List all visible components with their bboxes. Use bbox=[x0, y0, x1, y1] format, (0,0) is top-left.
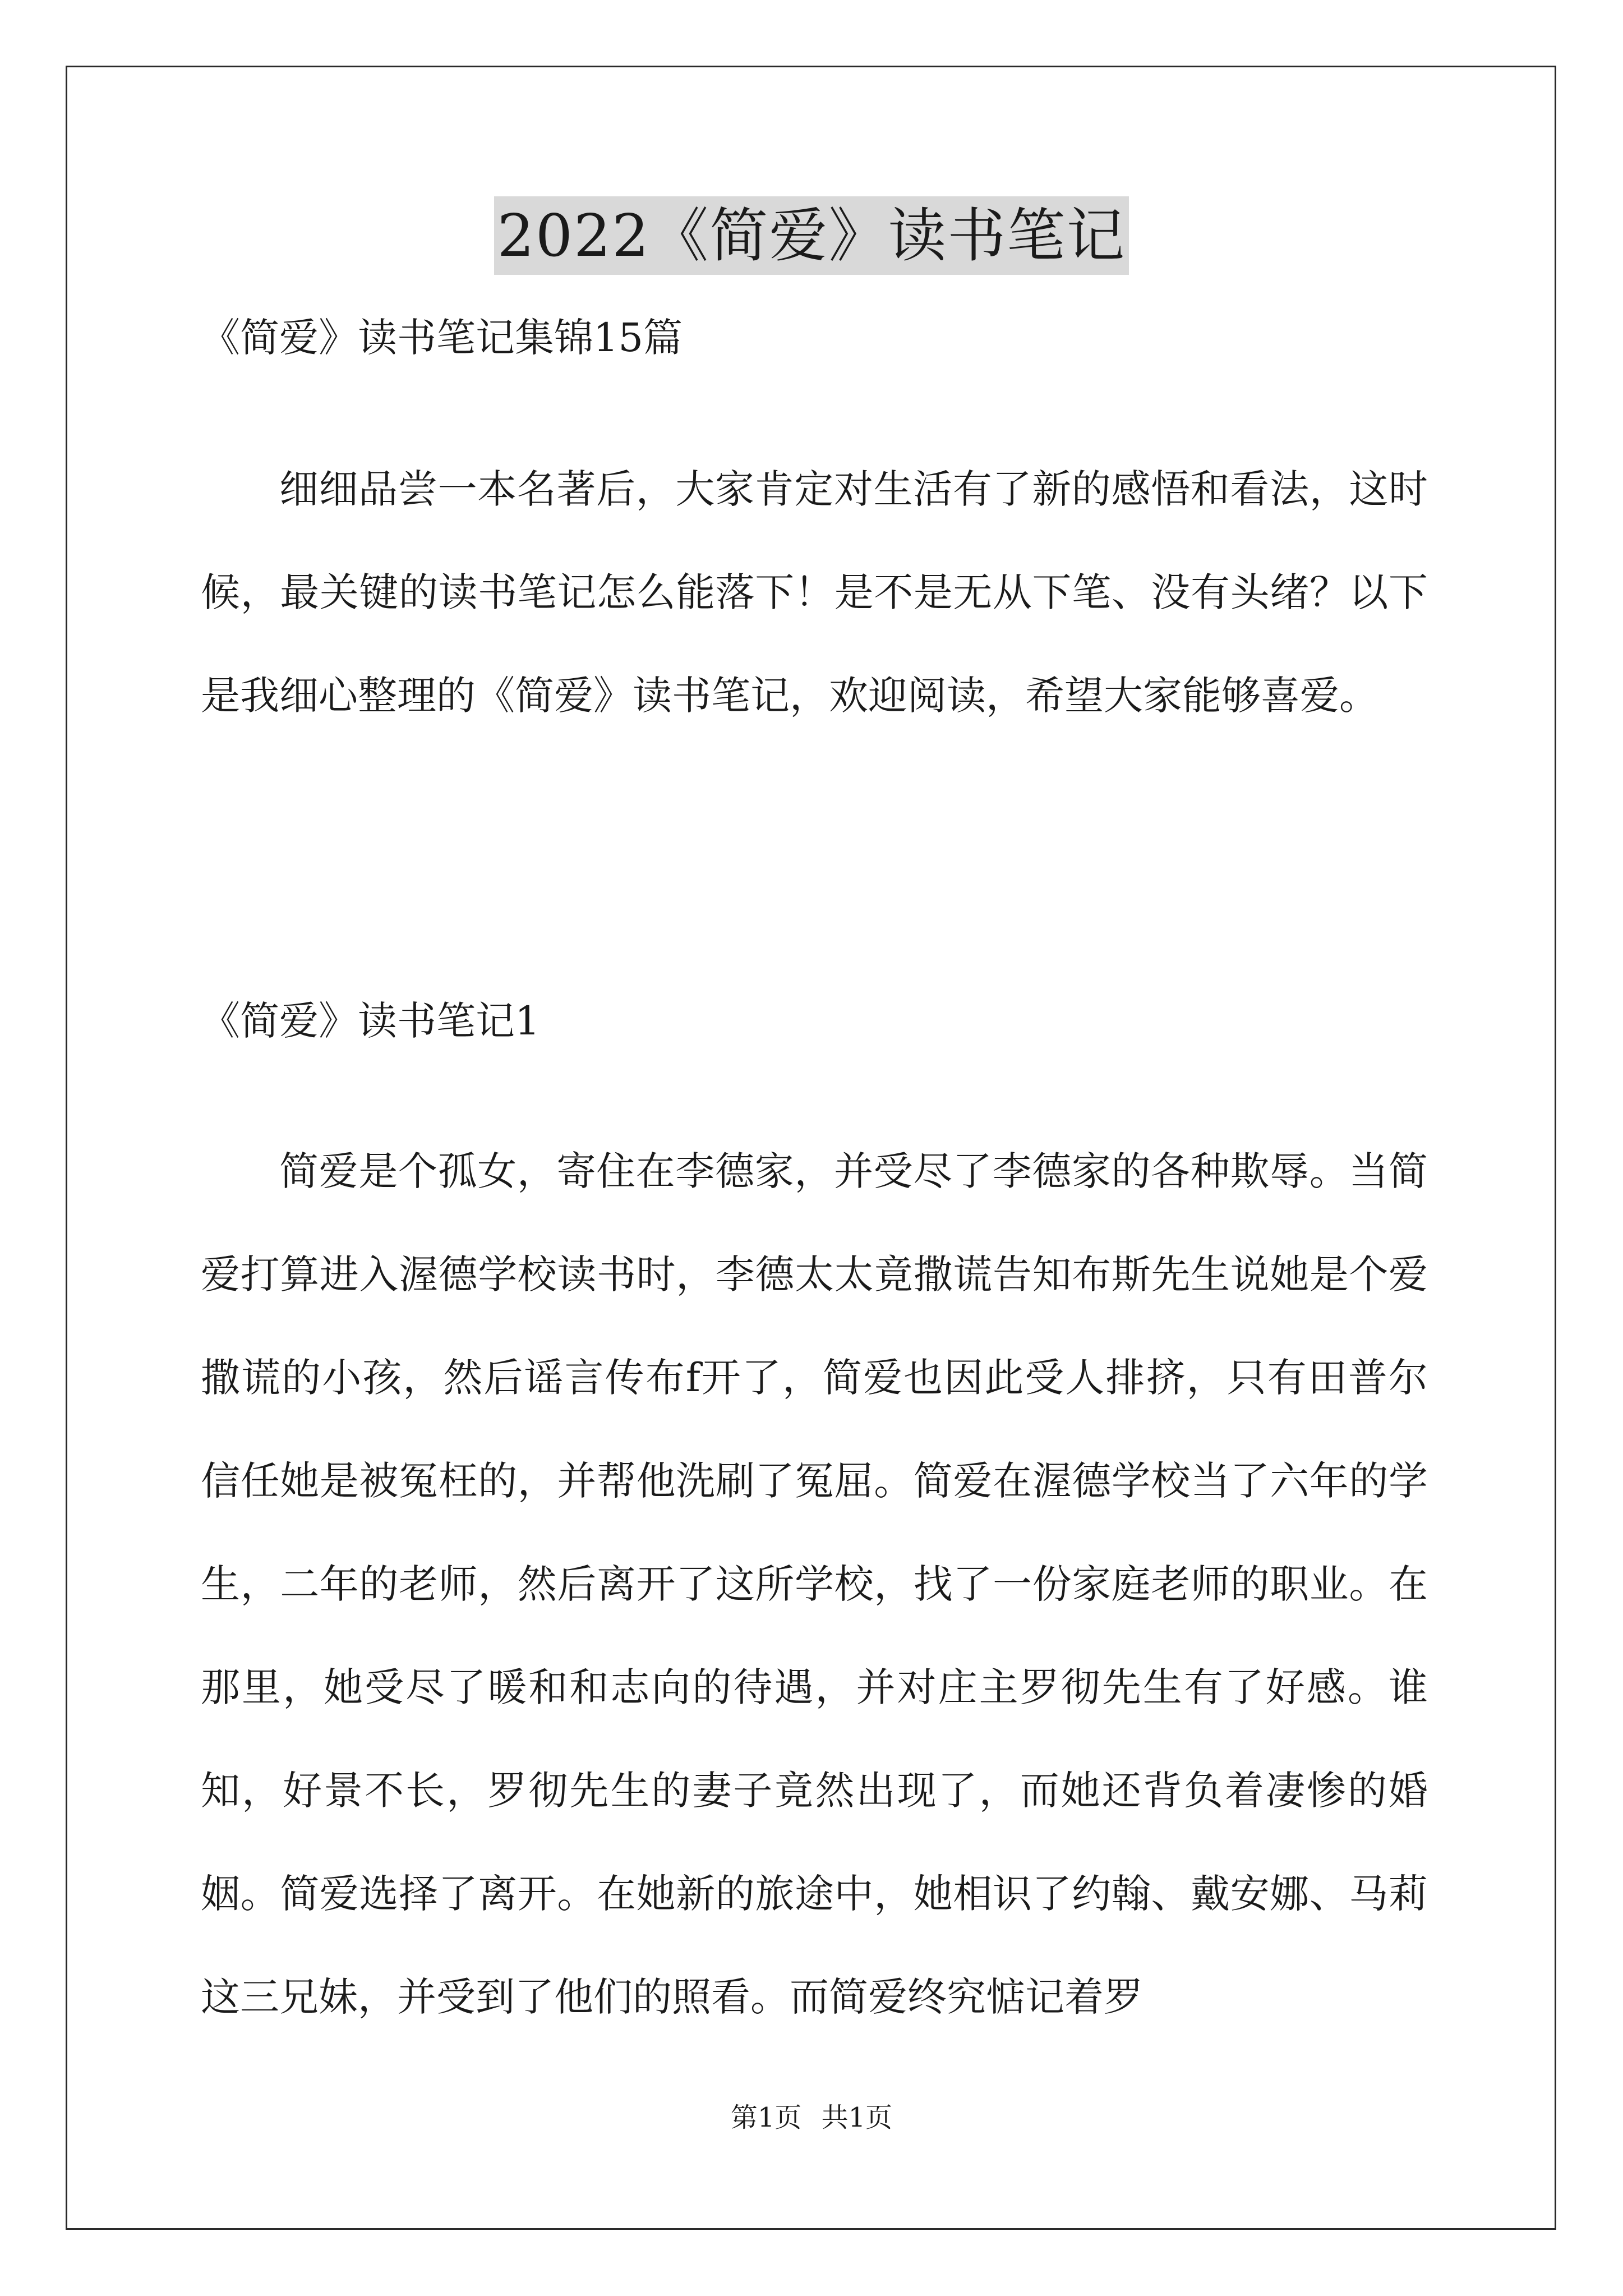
section-body-paragraph: 简爱是个孤女，寄住在李德家，并受尽了李德家的各种欺辱。当简爱打算进入渥德学校读书时，李德太太竟撒谎告知布斯先生说她是个爱撒谎的小孩，然后谣言传布f开了，简爱也因此受人排挤，只有田普尔信任她是被冤枉的，并帮他洗刷了冤屈。简爱在渥德学校当了六年的学生，二年的老师，然后离开了这所学校，找了一份家庭老师的职业。在那里，她受尽了暖和和志向的待遇，并对庄主罗彻先生有了好感。谁知，好景不长，罗彻先生的妻子竟然出现了，而她还背负着凄惨的婚姻。简爱选择了离开。在她新的旅途中，她相识了约翰、戴安娜、马莉这三兄妹，并受到了他们的照看。而简爱终究惦记着罗 bbox=[201, 1148, 1428, 2020]
title-container bbox=[0, 196, 1623, 275]
intro-paragraph: 细细品尝一本名著后，大家肯定对生活有了新的感悟和看法，这时候，最关键的读书笔记怎么能落下！是不是无从下笔、没有头绪？以下是我细心整理的《简爱》读书笔记，欢迎阅读，希望大家能够喜爱。 bbox=[201, 466, 1428, 719]
page-number-total: 共1页 bbox=[821, 2102, 893, 2133]
section-heading: 《简爱》读书笔记1 bbox=[201, 998, 540, 1044]
document-title: 2022《简爱》读书笔记 bbox=[494, 196, 1129, 275]
document-subtitle: 《简爱》读书笔记集锦15篇 bbox=[201, 315, 683, 361]
page-footer bbox=[0, 2101, 1623, 2134]
page-number-current: 第1页 bbox=[730, 2102, 802, 2133]
